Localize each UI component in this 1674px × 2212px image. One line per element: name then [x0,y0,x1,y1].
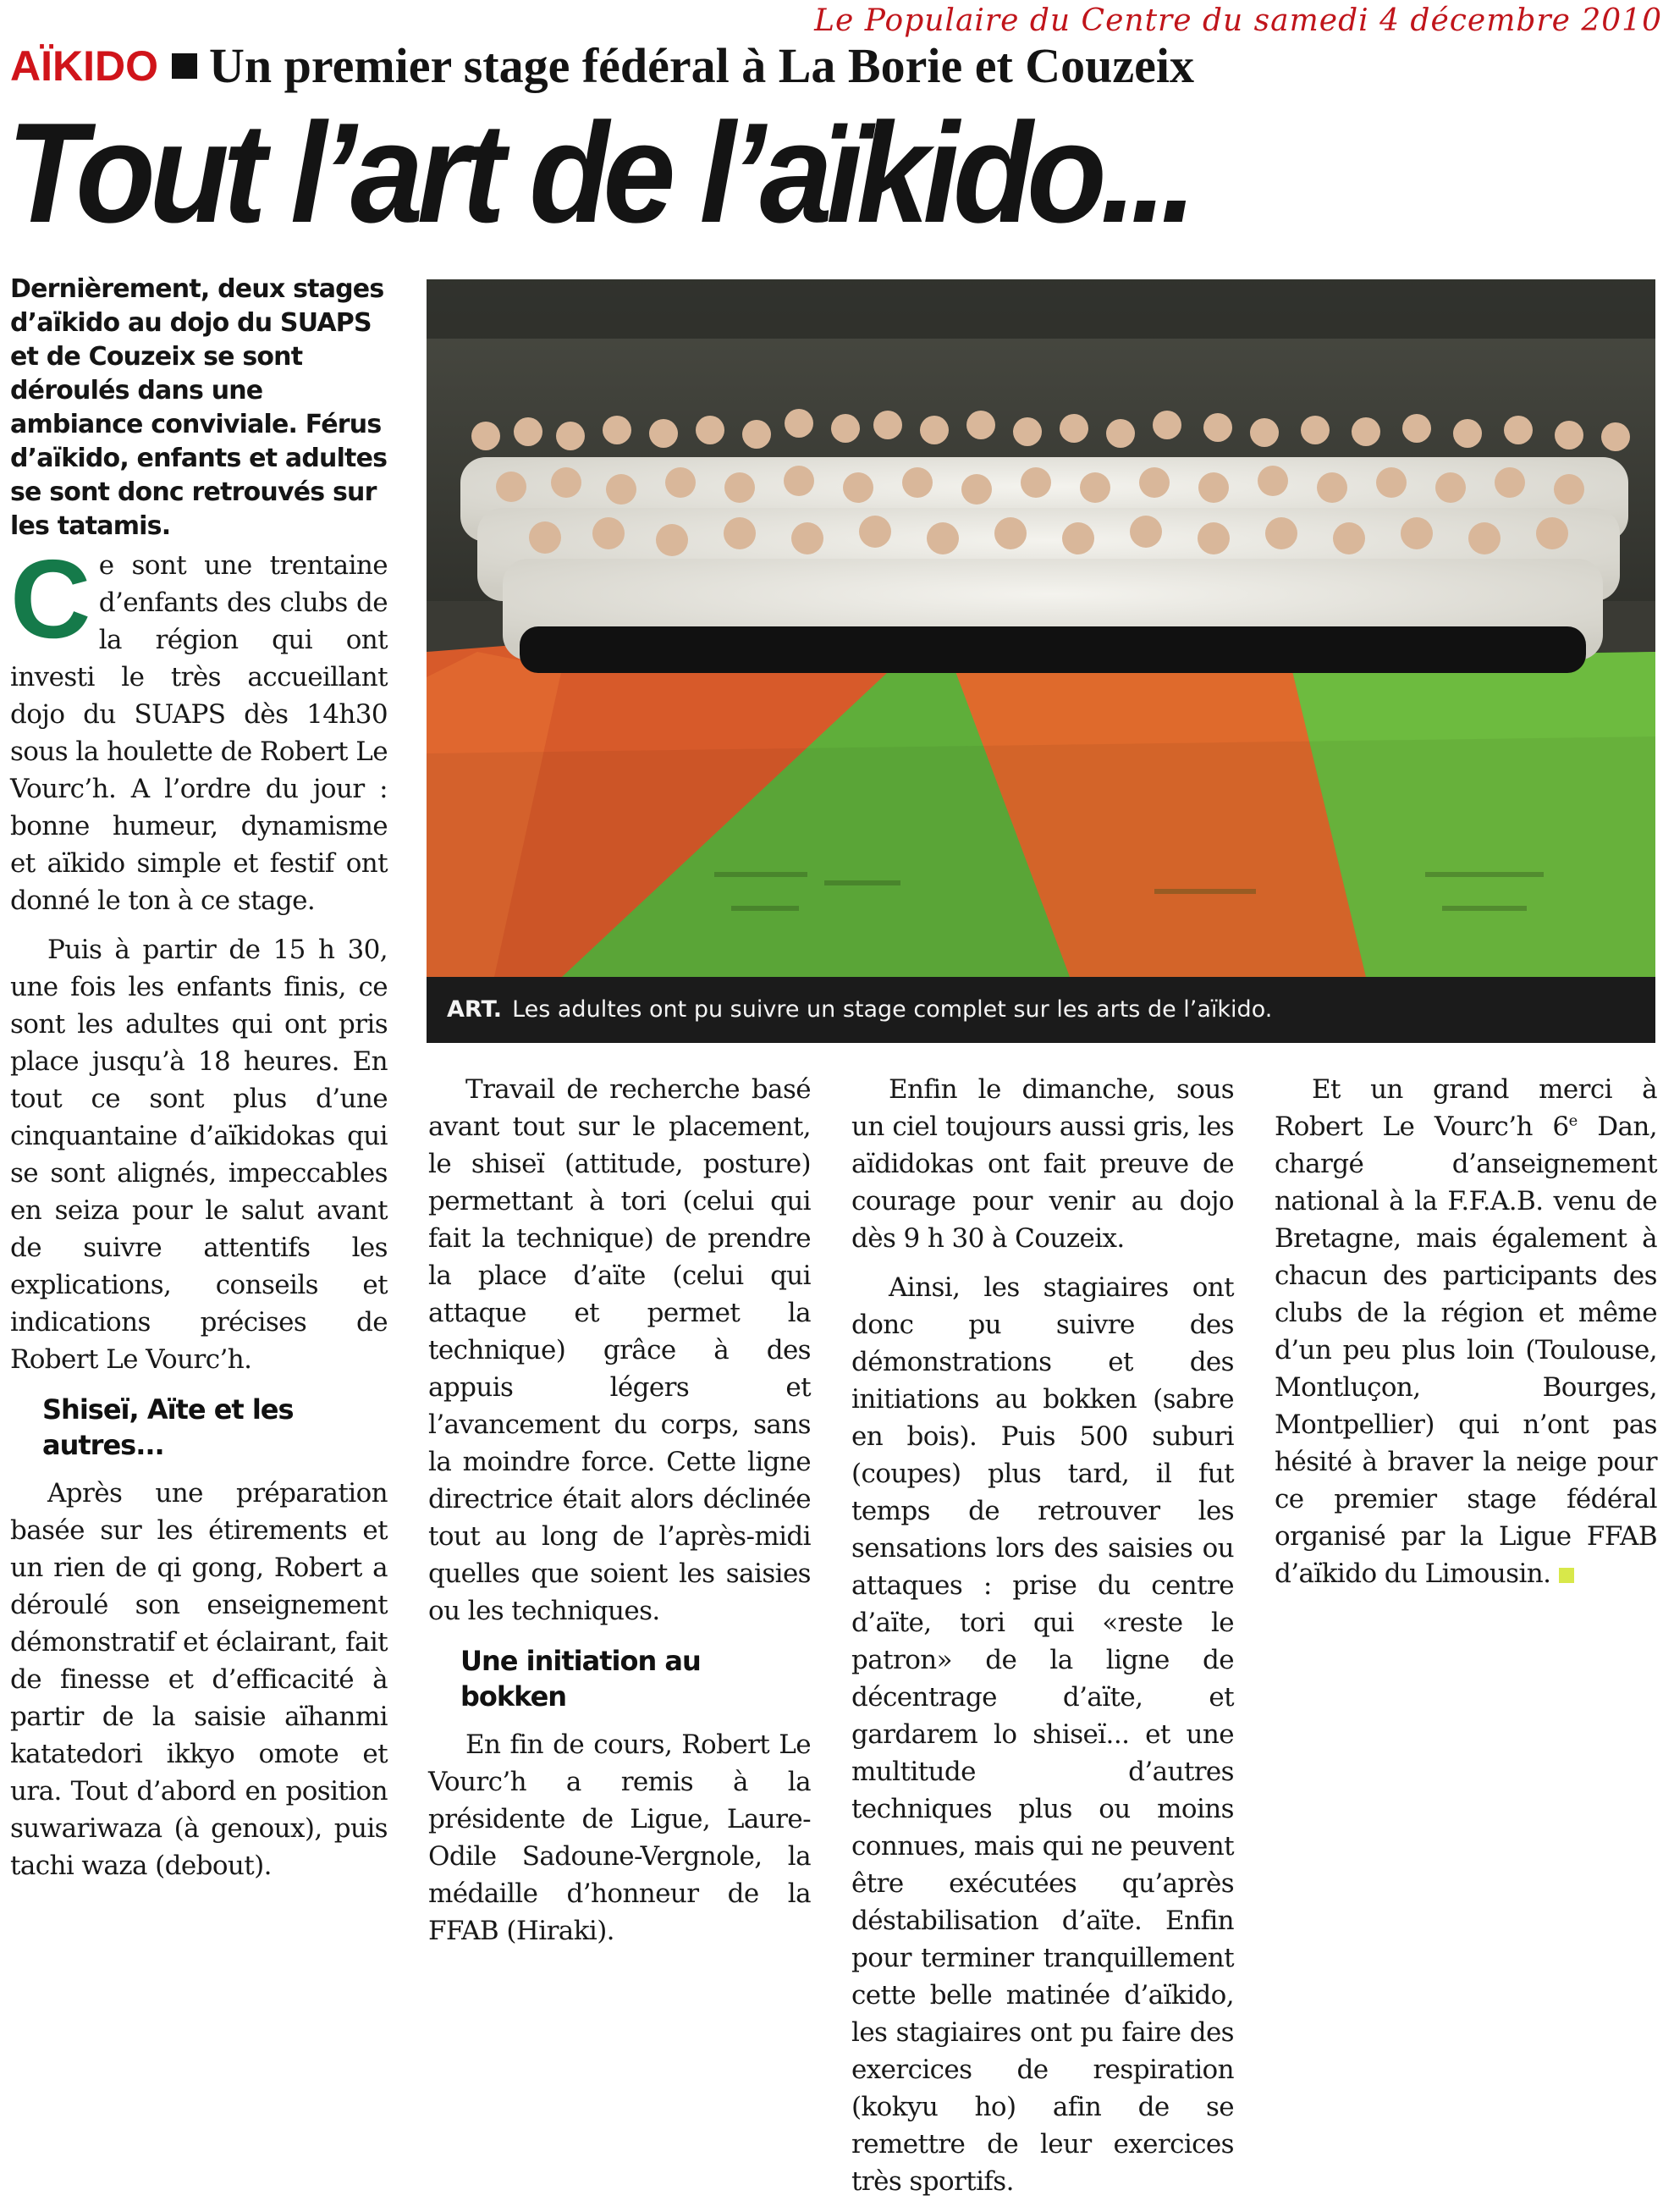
separator-square [172,53,197,79]
column-2 [428,1071,811,1961]
article-subtitle: Un premier stage fédéral à La Borie et Couzeix [209,38,1195,93]
kicker [10,37,1194,94]
column-4 [1275,1071,1657,1604]
rubric-label: AÏKIDO [10,41,158,90]
subheading-shisei: Shiseï, Aïte et les autres... [42,1393,294,1461]
body-paragraph: Travail de recherche basé avant tout sur le placement, le shiseï (attitude, posture) permettant à tori (celui qui fait la technique) de prendre la place d’aïte (celui qui attaque et permet la technique) grâce à des appuis légers et l’avancement du corps, sans la moindre force. Cette ligne directrice était alors déclinée tout au long de l’après-midi quelles que soient les saisies ou les techniques. [428,1074,811,1626]
photo-caption [427,977,1655,1043]
body-paragraph: Après une préparation basée sur les étirements et un rien de qi gong, Robert a déroulé son enseignement démonstratif et éclairant, fait de finesse et d’efficacité à partir de la saisie aïhanmi katatedori ikkyo omote et ura. Tout d’abord en position suwariwaza (à genoux), puis tachi waza (debout). [10,1478,388,1881]
body-paragraph: Ainsi, les stagiaires ont donc pu suivre des démonstrations et des initiations au bokken (sabre en bois). Puis 500 suburi (coupes) plus tard, il fut temps de retrouver les sensations lors des saisies ou attaques : prise du centre d’aïte, tori qui «reste le patron» de la ligne de décentrage d’aïte, et gardarem lo shiseï... et une multitude d’autres techniques plus ou moins connues, mais qui ne peuvent être exécutées qu’après déstabilisation d’aïte. Enfin pour terminer tranquillement cette belle matinée d’aïkido, les stagiaires ont pu faire des exercices de respiration (kokyu ho) afin de se remettre de leur exercices très sportifs. [851,1272,1234,2197]
caption-text: Les adultes ont pu suivre un stage complet sur les arts de l’aïkido. [512,996,1273,1023]
body-paragraph: En fin de cours, Robert Le Vourc’h a remis à la présidente de Ligue, Laure-Odile Sadoune-Vergnole, la médaille d’honneur de la FFAB (Hiraki). [428,1729,811,1946]
column-3 [851,1071,1234,2212]
headline: Tout l’art de l’aïkido... [7,93,1191,252]
body-paragraph: Ce sont une trentaine d’enfants des clubs de la région qui ont investi le très accueillant dojo du SUAPS dès 14h30 sous la houlette de Robert Le Vourc’h. A l’ordre du jour : bonne humeur, dynamisme et aïkido simple et festif ont donné le ton à ce stage. [10,537,388,916]
column-1 [10,537,388,1896]
drop-cap: C [10,537,91,661]
body-paragraph: Enfin le dimanche, sous un ciel toujours aussi gris, les aïdidokas ont fait preuve de courage pour venir au dojo dès 9 h 30 à Couzeix. [851,1074,1234,1254]
body-paragraph: Et un grand merci à Robert Le Vourc’h 6e Dan, chargé d’anseignement national à la F.F.A.B. venu de Bretagne, mais également à chacun des participants des clubs de la région et même d’un peu plus loin (Toulouse, Montluçon, Bourges, Montpellier) qui n’ont pas hésité à braver la neige pour ce premier stage fédéral organisé par la Ligue FFAB d’aïkido du Limousin. [1275,1074,1657,1589]
body-paragraph: Puis à partir de 15 h 30, une fois les enfants finis, ce sont les adultes qui ont pris place jusqu’à 18 heures. En tout ce sont plus d’une cinquantaine d’aïkidokas qui se sont alignés, impeccables en seiza pour le salut avant de suivre attentifs les explications, conseils et indications précises de Robert Le Vourc’h. [10,935,388,1375]
group-photo [427,279,1655,977]
newspaper-source: Le Populaire du Centre du samedi 4 décembre 2010 [814,3,1662,38]
subheading-bokken: Une initiation au bokken [460,1645,701,1713]
end-mark [1559,1568,1574,1583]
caption-label: ART. [447,996,503,1023]
lead-paragraph: Dernièrement, deux stages d’aïkido au dojo du SUAPS et de Couzeix se sont déroulés dans une ambiance conviviale. Férus d’aïkido, enfants et adultes se sont donc retrouvés sur les tatamis. [10,274,388,541]
